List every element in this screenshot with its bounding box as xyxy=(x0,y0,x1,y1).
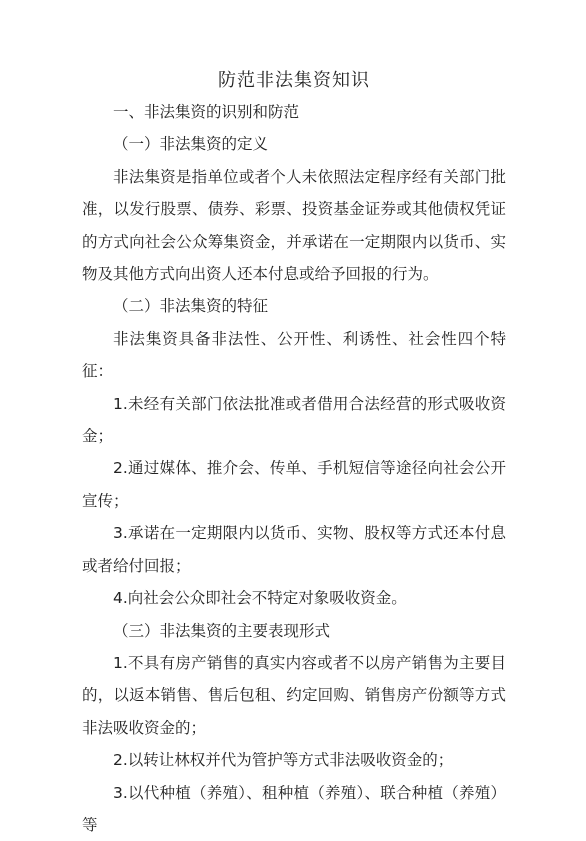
subsection-heading-features: （二）非法集资的特征 xyxy=(113,297,269,316)
paragraph-definition: 非法集资是指单位或者个人未依照法定程序经有关部门批准，以发行股票、债券、彩票、投资基金证券或其他债权凭证的方式向社会公众筹集资金，并承诺在一定期限内以货币、实物及其他方式向出资人还本付息或给予回报的行为。 xyxy=(82,167,506,284)
document-page xyxy=(82,66,506,841)
list-item-form-1: 1.不具有房产销售的真实内容或者不以房产销售为主要目的，以返本销售、售后包租、约定回购、销售房产份额等方式非法吸收资金的； xyxy=(82,653,506,737)
document-title: 防范非法集资知识 xyxy=(218,70,370,91)
list-item-feature-2: 2.通过媒体、推介会、传单、手机短信等途径向社会公开宣传； xyxy=(82,459,506,510)
list-item-form-2: 2.以转让林权并代为管护等方式非法吸收资金的； xyxy=(113,751,454,770)
list-item-feature-4: 4.向社会公众即社会不特定对象吸收资金。 xyxy=(113,589,407,608)
subsection-heading-definition: （一）非法集资的定义 xyxy=(113,135,269,154)
list-item-feature-1: 1.未经有关部门依法批准或者借用合法经营的形式吸收资金； xyxy=(82,394,506,446)
section-heading-1: 一、非法集资的识别和防范 xyxy=(113,103,300,121)
list-item-feature-3: 3.承诺在一定期限内以货币、实物、股权等方式还本付息或者给付回报； xyxy=(82,524,506,575)
list-item-form-3: 3.以代种植（养殖）、租种植（养殖）、联合种植（养殖）等 xyxy=(82,783,506,834)
paragraph-features-intro: 非法集资具备非法性、公开性、利诱性、社会性四个特征： xyxy=(82,329,506,381)
subsection-heading-forms: （三）非法集资的主要表现形式 xyxy=(113,621,331,640)
